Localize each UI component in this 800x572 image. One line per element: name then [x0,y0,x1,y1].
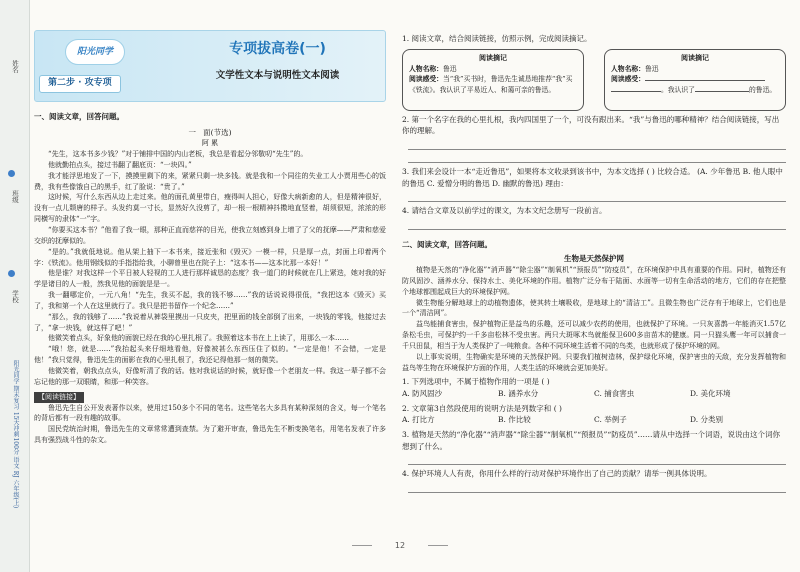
author: 阿 累 [201,139,219,148]
reading-link-heading: 【阅读链接】 [34,392,84,403]
note-cards [402,49,786,111]
option[interactable]: B. 涵养水分 [498,389,539,399]
paragraph: “是的。”我就低地说。他从架上抽下一本书来，接近张和《毁灭》一模一样，只是厚一点，封面上印着两个字：《铁流》。他用钢线似的手指指给我，小聊曾里也在院子上：“这本书——这本比那一本好！” [34,247,386,267]
answer-line[interactable] [408,482,786,493]
option[interactable]: D. 分类别 [690,415,724,425]
name-label: 姓名 [11,60,19,73]
article-paragraph: 植物是天然的“净化器”“消声器”“除尘器”“制氧机”“预报员”“防疫员”，在环境保护中具有重要的作用。同时，植物还有防风固沙、涵养水分、保持水土、美化环境的作用。植物广泛分布于陆面、水面等一切有生命活动的地方，它们的存在把整个地球都围起成巨大的环境保护网。 [402,266,786,296]
reading-note-answer[interactable] [604,49,786,111]
paragraph: 他是谁？对我这样一个平日被人轻视的工人进行那样诚恳的态度？我一道门的时候就在几上紧迭，她对我的好学是诸目的人一般，然我见他的面貌是是一。 [34,269,386,289]
question-3: 3. 我们来会设计一本“走近鲁迅”，如果将本文收录到该书中，为本文选择 ( ) 比较合适。 (A. 少年鲁迅 B. 他人眼中的鲁迅 C. 爱憎分明的鲁迅 D. 幽默的鲁迅) 理由： [402,166,783,188]
article-paragraph: 微生物能分解地球上的动植物遗体，使其转土壤吸收，是地球上的“清洁工”。且微生物也广泛存有于地球上，它们也是一个“清洁网”。 [402,298,786,318]
option[interactable]: A. 防风固沙 [402,389,443,399]
person-name: 鲁迅 [644,65,659,74]
brand-logo: 阳光同学 [65,39,125,65]
binding-hole-1 [8,170,15,177]
option[interactable]: C. 捕食害虫 [594,389,635,399]
class-label: 班级 [11,190,19,203]
feel-end: 的鲁迅。 [748,85,777,94]
paragraph: 他微笑着点头，好象他的面貌已经在我的心里扎根了。我照着这本书在上上读了，用那么一本…… [48,334,349,343]
name-label: 人物名称： [611,65,645,74]
feel-text: 当“我”买书时，鲁迅先生诚恳地推荐“我”买《铁流》。我认识了平易近人、和蔼可亲的鲁迅。 [409,75,573,94]
step-badge: 第二步 · 攻专项 [39,75,121,93]
page-title: 专项拔高卷(一) [229,41,326,57]
paragraph: “哦！您，就是……”我抬起头来仔细地看他，好像被甚么东西压住了似的。“一定是他！不会错，一定是他！”我只觉得，鲁迅先生的面影在我的心里扎根了，我还记得他那一刻的微笑。 [34,345,386,365]
option[interactable]: D. 美化环境 [690,389,731,399]
page-number: 12 [394,541,406,550]
option[interactable]: C. 举例子 [594,415,627,425]
reading-link [34,392,386,446]
question-4: 4. 请结合文章及以前学过的课文，为本文纪念册写一段前言。 [402,206,607,216]
paragraph: 这时候，写什么东西从边上走过来。他的面孔黄里带白，瘦得叫人担心，好像大病新愈的人，但是精神很好，没有一点儿颓唐的样子。头发约莫一寸长，显然好久没剪了，却一根一根精神抖擞地直竖着，胡须很短，浓浓的形同横写的隶体“一”字。 [34,193,386,224]
options [402,388,786,400]
feel-label: 阅读感受： [409,75,443,84]
series-label: 阳光同学 期末复习 15天冲刺100分 语文 RJ 六年级(上) [12,360,19,509]
answer-line[interactable] [408,219,786,230]
link-paragraph: 鲁迅先生自公开发表著作以来，使用过150多个不同的笔名。这些笔名大多具有某种深刻的含义，每一个笔名的背后都有一段有趣的故事。 [34,403,386,423]
question-8: 4. 保护环境人人有责，你用什么样的行动对保护环境作出了自己的贡献？请举一例具体说明。 [402,469,712,479]
chapter-name: 面(节选) [203,127,232,137]
binding-spine [0,0,30,572]
answer-line[interactable] [408,139,786,150]
paragraph: “那么，我的钱够了……”我说着从裤袋里摸出一只皮夹，把里面的钱全部倒了出来，一块钱的零钱，他接过去了，“拿一块钱，就这样了吧！” [34,312,386,332]
answer-line[interactable] [408,191,786,202]
page-subtitle: 文学性文本与说明性文本阅读 [215,70,340,81]
page-rule-right [428,545,448,546]
question-2: 2. 第一个名字在我的心里扎根，我内四国里了一个，可没有跟出来。“我”与鲁迅的哪种精神？结合阅读链接，写出你的理解。 [402,114,780,136]
name-label: 人物名称： [409,65,443,74]
paragraph: 他微笑着，朝我点点头，好像听清了我的话。他对我说话的时候，就好像一个老朋友一样。我这一辈子都不会忘记他的那一双眼睛，和那一种笑容。 [34,366,386,386]
page-rule-left [352,545,372,546]
binding-hole-2 [8,270,15,277]
right-column [402,30,786,493]
card-title: 阅读摘记 [479,53,507,62]
answer-line[interactable] [408,454,786,465]
question-6: 2. 文章第3自然段使用的说明方法是列数字和 ( ) [402,403,562,413]
page-header [34,30,386,102]
option[interactable]: B. 作比较 [498,415,531,425]
section-two-heading: 二、阅读文章，回答问题。 [402,239,492,249]
chapter-number: 一 [188,127,196,137]
article-paragraph: 以上事实说明，生物确实是环境的天然保护网。只要我们植树造林，保护绿化环境，保护害虫的天敌，充分发挥植物和益鸟等生物在环境保护方面的作用，人类生活的环境就会更加美好。 [402,352,786,372]
paragraph: 我才能浮思地发了一下，摸摸里剩下的来，紧紧只剩一块多钱。就是我和一个同往的失业工人小贾用些心的饭费，我有些像饿自己的黑手，红了脸说：“贵了。” [34,171,386,191]
question-1: 1. 阅读文章，结合阅读链接，仿照示例，完成阅读摘记。 [402,34,592,43]
school-label: 学校 [11,290,19,303]
question-5: 1. 下列选项中，不属于植物作用的一项是 ( ) [402,377,550,387]
chapter-title [34,127,386,139]
option[interactable]: A. 打比方 [402,415,435,425]
paragraph: 他就勤拍点头，接过书翻了翻底页：“一块四。” [48,160,192,169]
article-paragraph: 益鸟能捕食害虫，保护植物正是益鸟的乐趣，还可以减少农药的使用，也就保护了环境。一只灰喜鹊一年能消灭1.57亿条松毛虫，可保护约一千多亩松林不受虫害。两只大斑啄木鸟就能保卫600多亩苗木的健康。同一只猫头鹰一年可以捕食一千只田鼠，相当于为人类保护了一吨粮食。各种不同环境生活着不同的鸟类，也就形成了保护环境的网。 [402,320,786,350]
person-name: 鲁迅 [442,65,457,74]
question-7: 3. 植物是天然的“净化器”“消声器”“除尘器”“制氧机”“预报员”“防疫员”……请从中选择一个词语，说说由这个词你想到了什么。 [402,429,781,451]
options [402,414,786,426]
reading-note-example [402,49,584,111]
answer-blank[interactable] [695,91,749,92]
feel-tail: 。我认识了 [661,85,695,94]
article-title: 生物是天然保护网 [564,254,624,264]
link-paragraph: 国民党统治时期，鲁迅先生的文章常常遭到查禁。为了避开审查，鲁迅先生不断变换笔名，用笔名发表了许多具有强烈战斗性的杂文。 [34,425,386,445]
section-one-heading: 一、阅读文章，回答问题。 [34,112,124,121]
answer-blank[interactable] [645,80,765,81]
feel-label: 阅读感受： [611,75,645,84]
paragraph: “你要买这本书？”他看了我一眼，那种正直而慈祥的目光，使我立刻感到身上增了了父的抚摩——严肃和慈爱交织的抚摩似的。 [34,226,386,245]
card-title: 阅读摘记 [681,53,709,62]
paragraph: 我一翻哪定价，一元八角！“先生，我买不起，我的钱不够……”我的话说说得很低，“我把这本《毁灭》买了，我和第一个人在这里就行了。我只是把书留作一个纪念……” [34,291,386,310]
paragraph: “先生，这本书多少钱？”对于铺排中国的内山老板，我总是看起分邻敬叨“先生”的。 [48,150,308,159]
answer-line[interactable] [408,152,786,163]
left-column [34,30,386,446]
answer-blank[interactable] [611,91,661,92]
